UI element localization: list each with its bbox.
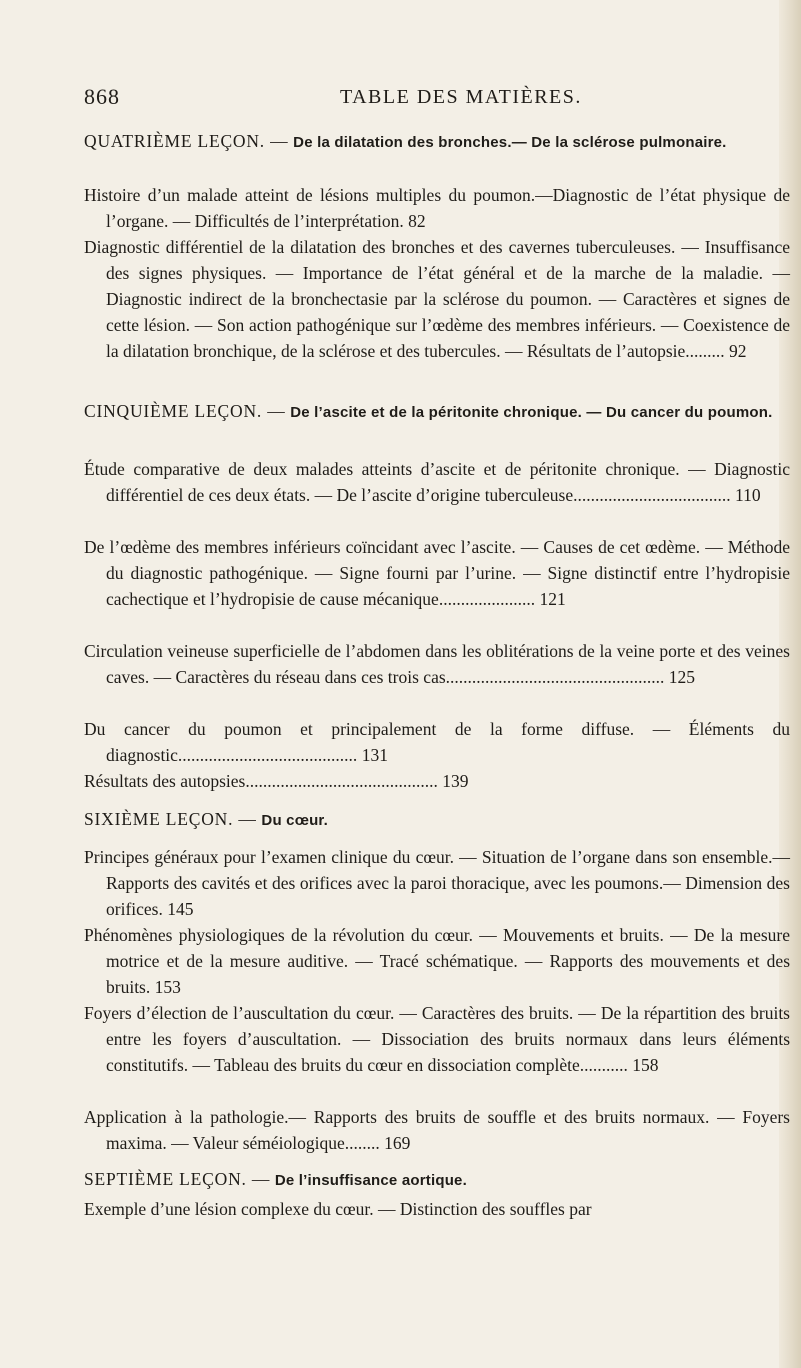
entry-page: 82	[408, 211, 426, 231]
entry-text: Du cancer du poumon et principalement de la forme diffuse. — Éléments du diagnostic.........................................	[84, 719, 790, 765]
entry-text: Circulation veineuse superficielle de l’abdomen dans les oblitérations de la veine porte et des veines caves. — Caractères du réseau dans ces trois cas..................................................	[84, 641, 790, 687]
entry-text: Histoire d’un malade atteint de lésions multiples du poumon.—Diagnostic de l’état physique de l’organe. — Difficultés de l’interprétation.	[84, 185, 790, 231]
entry-page: 153	[154, 977, 181, 997]
lesson-title: Du cœur.	[261, 812, 329, 829]
entry-text: Résultats des autopsies............................................	[84, 771, 438, 791]
entry-page: 121	[539, 589, 566, 609]
lesson-title: De l’insuffisance aortique.	[274, 1172, 467, 1189]
entry-text: Étude comparative de deux malades atteints d’ascite et de péritonite chronique. — Diagnostic différentiel de ces deux états. — De l’ascite d’origine tuberculeuse....................................	[84, 459, 790, 505]
toc-entry	[84, 534, 790, 612]
lesson-title: De la dilatation des bronches.— De la sclérose pulmonaire.	[293, 134, 727, 151]
entry-text: Foyers d’élection de l’auscultation du cœur. — Caractères des bruits. — De la répartition des bruits entre les foyers d’auscultation. — Dissociation des bruits normaux dans leurs éléments constitutifs. — Tableau des bruits du cœur en dissociation complète...........	[84, 1003, 790, 1075]
toc-entry	[84, 234, 790, 364]
lesson-number: QUATRIÈME LEÇON. —	[84, 131, 289, 151]
entry-text: Exemple d’une lésion complexe du cœur. — Distinction des souffles par	[84, 1199, 592, 1219]
entry-text: Phénomènes physiologiques de la révolution du cœur. — Mouvements et bruits. — De la mesure motrice et de la mesure auditive. — Tracé schématique. — Rapports des mouvements et des bruits.	[84, 925, 790, 997]
toc-entry	[84, 768, 790, 794]
entry-page: 158	[632, 1055, 659, 1075]
entry-text: De l’œdème des membres inférieurs coïncidant avec l’ascite. — Causes de cet œdème. — Méthode du diagnostic pathogénique. — Signe fourni par l’urine. — Signe distinctif entre l’hydropisie cachectique et l’hydropisie de cause mécanique......................	[84, 537, 790, 609]
page-number: 868	[84, 84, 120, 109]
entry-page: 145	[167, 899, 194, 919]
toc-entry	[84, 456, 790, 508]
toc-entry	[84, 716, 790, 768]
lesson-heading-5	[84, 398, 774, 426]
toc-entry	[84, 922, 790, 1000]
page-header	[0, 84, 801, 116]
toc-entry	[84, 638, 790, 690]
toc-entry	[84, 1196, 790, 1222]
toc-entry	[84, 182, 790, 234]
lesson-number: CINQUIÈME LEÇON. —	[84, 401, 286, 421]
lesson-heading-7	[84, 1166, 774, 1194]
entry-page: 169	[384, 1133, 411, 1153]
lesson-number: SEPTIÈME LEÇON. —	[84, 1169, 271, 1189]
entry-page: 131	[361, 745, 388, 765]
entry-page: 92	[729, 341, 747, 361]
toc-entry	[84, 1000, 790, 1078]
lesson-title: De l’ascite et de la péritonite chronique. — Du cancer du poumon.	[290, 404, 773, 421]
entry-text: Principes généraux pour l’examen clinique du cœur. — Situation de l’organe dans son ensemble.— Rapports des cavités et des orifices avec la paroi thoracique, avec les poumons.— Dimension des orifices.	[84, 847, 790, 919]
entry-page: 125	[668, 667, 696, 687]
entry-page: 110	[735, 485, 761, 505]
toc-entry	[84, 1104, 790, 1156]
running-head: TABLE DES MATIÈRES.	[340, 86, 582, 108]
lesson-heading-6	[84, 806, 774, 834]
entry-text: Diagnostic différentiel de la dilatation des bronches et des cavernes tuberculeuses. — Insuffisance des signes physiques. — Importance de l’état général et de la marche de la maladie. — Diagnostic indirect de la bronchectasie par la sclérose du poumon. — Caractères et signes de cette lésion. — Son action pathogénique sur l’œdème des membres inférieurs. — Coexistence de la dilatation bronchique, de la sclérose et des tubercules. — Résultats de l’autopsie.........	[84, 237, 790, 361]
entry-text: Application à la pathologie.— Rapports des bruits de souffle et des bruits normaux. — Foyers maxima. — Valeur séméiologique........	[84, 1107, 790, 1153]
entry-page: 139	[442, 771, 469, 791]
lesson-number: SIXIÈME LEÇON. —	[84, 809, 257, 829]
toc-entry	[84, 844, 790, 922]
lesson-heading-4	[84, 128, 774, 156]
